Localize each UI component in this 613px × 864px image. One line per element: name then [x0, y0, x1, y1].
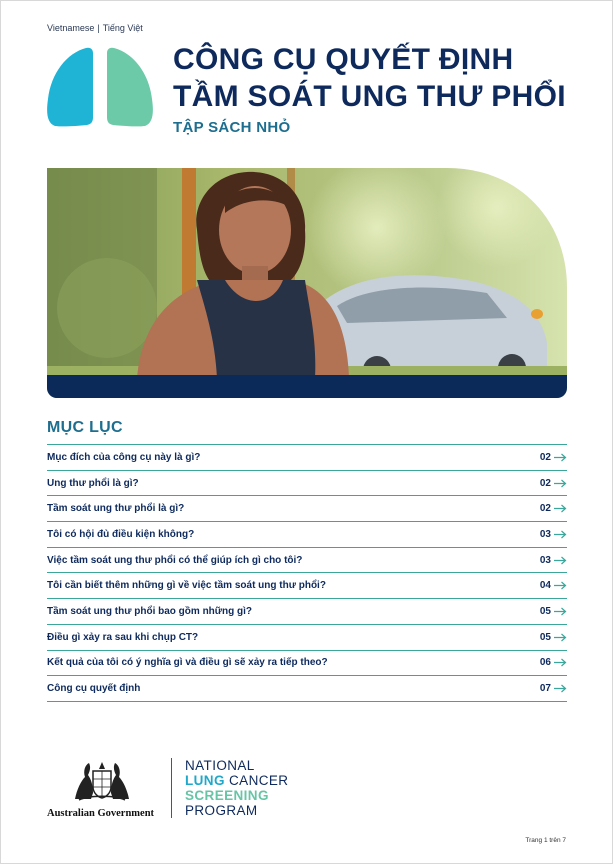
hero-photo [47, 168, 567, 398]
toc-item-label: Kết quả của tôi có ý nghĩa gì và điều gì sẽ xảy ra tiếp theo? [47, 657, 328, 669]
program-line-4: PROGRAM [185, 803, 258, 818]
arrow-right-icon [554, 530, 567, 539]
toc-item-page: 02 [539, 503, 551, 515]
toc-item-page: 03 [539, 554, 551, 566]
toc-item-label: Tôi có hội đủ điều kiện không? [47, 528, 195, 540]
language-native: Tiếng Việt [102, 23, 143, 33]
toc-item-page: 03 [539, 528, 551, 540]
toc-item-page: 07 [539, 683, 551, 695]
toc-item-label: Tôi cần biết thêm những gì về việc tầm soát ung thư phổi? [47, 580, 326, 592]
toc-item-page: 04 [539, 580, 551, 592]
toc-item[interactable] [47, 599, 567, 625]
program-word-lung: LUNG [185, 773, 225, 788]
toc-item[interactable] [47, 548, 567, 574]
coat-of-arms-icon [71, 759, 133, 801]
toc-item-label: Ung thư phổi là gì? [47, 477, 139, 489]
table-of-contents [47, 444, 567, 702]
toc-item-page: 02 [539, 477, 551, 489]
arrow-right-icon [554, 479, 567, 488]
document-title [173, 41, 593, 115]
toc-item[interactable] [47, 573, 567, 599]
toc-item-label: Tầm soát ung thư phổi bao gồm những gì? [47, 605, 253, 617]
program-logo [185, 758, 288, 818]
toc-item-page: 02 [539, 451, 551, 463]
page-number: Trang 1 trên 7 [525, 837, 566, 844]
government-name: Australian Government [47, 808, 155, 819]
toc-item[interactable] [47, 471, 567, 497]
arrow-right-icon [554, 607, 567, 616]
language-separator: | [97, 23, 100, 33]
language-label [47, 23, 143, 33]
toc-item-label: Điều gì xảy ra sau khi chụp CT? [47, 631, 199, 643]
document-subtitle: TẬP SÁCH NHỎ [173, 119, 291, 136]
lungs-logo-icon [47, 47, 153, 127]
arrow-right-icon [554, 633, 567, 642]
logo-divider [171, 758, 172, 818]
toc-item[interactable] [47, 651, 567, 677]
toc-item[interactable] [47, 445, 567, 471]
program-line-3: SCREENING [185, 788, 269, 803]
program-line-2 [185, 773, 288, 788]
title-line-1: CÔNG CỤ QUYẾT ĐỊNH [173, 43, 514, 76]
toc-item-page: 06 [539, 657, 551, 669]
toc-item[interactable] [47, 676, 567, 702]
arrow-right-icon [554, 504, 567, 513]
toc-item-page: 05 [539, 631, 551, 643]
toc-item-label: Mục đích của công cụ này là gì? [47, 451, 201, 463]
toc-item-label: Việc tầm soát ung thư phổi có thể giúp ích gì cho tôi? [47, 554, 303, 566]
arrow-right-icon [554, 684, 567, 693]
australian-government-logo [47, 759, 159, 821]
toc-item[interactable] [47, 496, 567, 522]
arrow-right-icon [554, 556, 567, 565]
language-english: Vietnamese [47, 23, 95, 33]
toc-item-label: Công cụ quyết định [47, 683, 141, 695]
toc-item-page: 05 [539, 605, 551, 617]
title-line-2: TẦM SOÁT UNG THƯ PHỔI [173, 80, 566, 113]
toc-item[interactable] [47, 625, 567, 651]
toc-item[interactable] [47, 522, 567, 548]
arrow-right-icon [554, 581, 567, 590]
program-word-cancer: CANCER [229, 773, 289, 788]
program-line-1: NATIONAL [185, 758, 255, 773]
arrow-right-icon [554, 658, 567, 667]
toc-heading: MỤC LỤC [47, 419, 123, 436]
toc-item-label: Tầm soát ung thư phổi là gì? [47, 503, 185, 515]
arrow-right-icon [554, 453, 567, 462]
